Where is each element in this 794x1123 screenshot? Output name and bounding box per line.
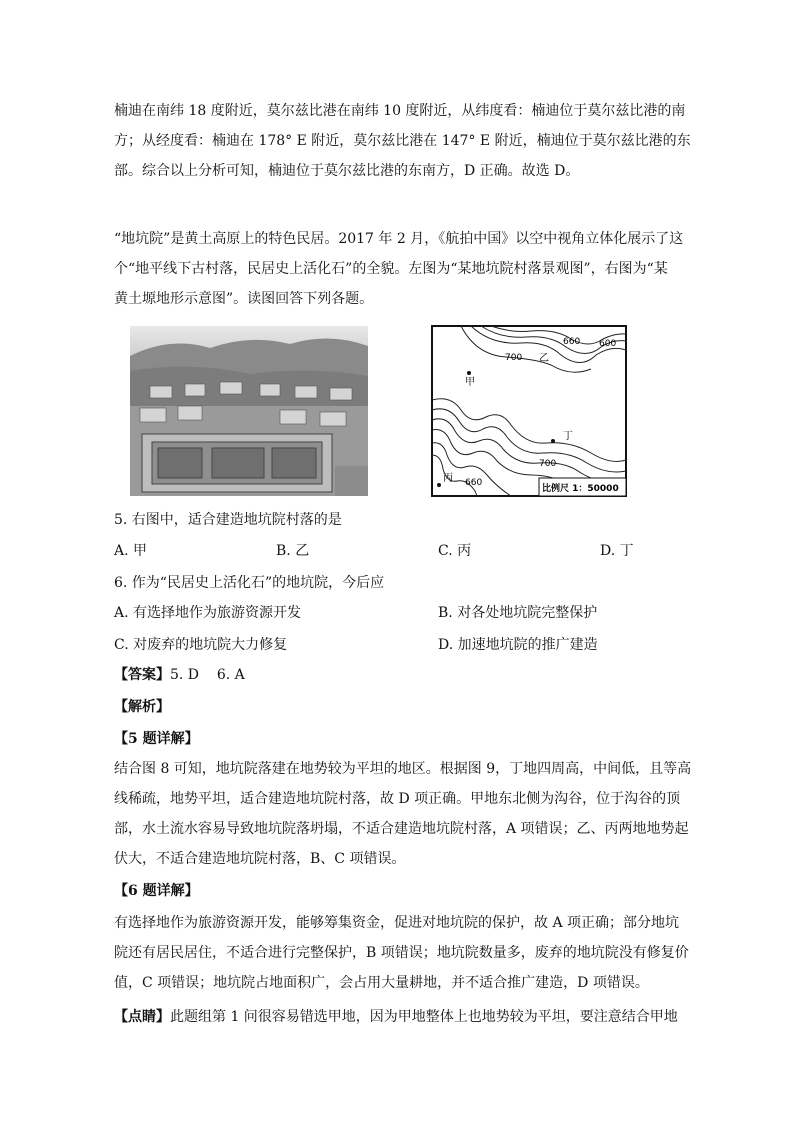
- q6-detail-line-3: 值，C 项错误；地坑院占地面积广，会占用大量耕地，并不适合推广建造，D 项错误。: [114, 975, 649, 991]
- point-label-bing: 丙: [443, 473, 453, 484]
- point-label-yi: 乙: [539, 353, 549, 364]
- q6-option-a: A. 有选择地作为旅游资源开发: [114, 605, 302, 621]
- intro-paragraph-line-2: 个“地平线下古村落，民居史上活化石”的全貌。左图为“某地坑院村落景观图”，右图为“某: [114, 261, 668, 277]
- q5-option-b: B. 乙: [276, 543, 310, 559]
- q5-detail-line-3: 部，水土流水容易导致地坑院落坍塌，不适合建造地坑院村落，A 项错误；乙、丙两地地势起: [114, 821, 689, 837]
- analysis-label: 【解析】: [114, 699, 170, 715]
- village-photo-drawing: [130, 326, 368, 496]
- q6-option-b: B. 对各处地坑院完整保护: [438, 605, 598, 621]
- point-jia-marker: [467, 371, 471, 375]
- q5-detail-line-4: 伏大，不适合建造地坑院村落，B、C 项错误。: [114, 851, 406, 867]
- point-label-ding: 丁: [563, 431, 573, 442]
- point-ding-marker: [551, 439, 555, 443]
- contour-label-660-bottom: 660: [465, 478, 483, 488]
- contour-label-700-bottom: 700: [539, 459, 557, 469]
- q5-detail-line-2: 线稀疏，地势平坦，适合建造地坑院村落，故 D 项正确。甲地东北侧为沟谷，位于沟谷的顶: [114, 791, 681, 807]
- q6-option-d: D. 加速地坑院的推广建造: [438, 637, 598, 653]
- q6-stem: 6. 作为“民居史上活化石”的地坑院，今后应: [114, 575, 385, 591]
- q6-detail-line-2: 院还有居民居住，不适合进行完整保护，B 项错误；地坑院数量多，废弃的地坑院没有修复价: [114, 945, 689, 961]
- q5-option-c: C. 丙: [438, 543, 472, 559]
- point-text: 此题组第 1 问很容易错选甲地，因为甲地整体上也地势较为平坦，要注意结合甲地: [170, 1009, 678, 1025]
- contour-map: [431, 325, 627, 497]
- q5-detail-line-1: 结合图 8 可知，地坑院落建在地势较为平坦的地区。根据图 9，丁地四周高，中间低，且等高: [114, 761, 692, 777]
- intro-paragraph-line-3: 黄土塬地形示意图”。读图回答下列各题。: [114, 291, 374, 307]
- village-photo: [130, 326, 368, 496]
- top-paragraph-line-3: 部。综合以上分析可知，楠迪位于莫尔兹比港的东南方，D 正确。故选 D。: [114, 163, 580, 179]
- intro-paragraph-line-1: “地坑院”是黄土高原上的特色民居。2017 年 2 月，《航拍中国》以空中视角立体化展示了这: [114, 231, 684, 247]
- point-line: [114, 1006, 678, 1026]
- map-scale: 比例尺 1：50000: [542, 484, 619, 494]
- top-paragraph-line-1: 楠迪在南纬 18 度附近，莫尔兹比港在南纬 10 度附近，从纬度看：楠迪位于莫尔兹比港的南: [114, 103, 686, 119]
- top-paragraph-line-2: 方；从经度看：楠迪在 178° E 附近，莫尔兹比港在 147° E 附近，楠迪位于莫尔兹比港的东: [114, 133, 691, 149]
- point-bing-marker: [437, 483, 441, 487]
- q5-stem: 5. 右图中，适合建造地坑院村落的是: [114, 512, 342, 528]
- q5-detail-label: 【5 题详解】: [114, 731, 199, 747]
- q5-option-d: D. 丁: [600, 543, 634, 559]
- answer-label: 【答案】: [114, 667, 170, 683]
- contour-label-660-top: 660: [563, 337, 581, 347]
- q6-option-c: C. 对废弃的地坑院大力修复: [114, 637, 288, 653]
- contour-map-drawing: [431, 325, 627, 497]
- q5-option-a: A. 甲: [114, 543, 148, 559]
- contour-label-700-top: 700: [505, 353, 523, 363]
- q6-detail-label: 【6 题详解】: [114, 883, 199, 899]
- point-label-jia: 甲: [465, 377, 475, 388]
- answer-text: 5. D 6. A: [170, 667, 245, 683]
- contour-label-600: 600: [599, 339, 617, 349]
- point-label: 【点睛】: [114, 1009, 170, 1025]
- answer-line: [114, 664, 245, 684]
- q6-detail-line-1: 有选择地作为旅游资源开发，能够筹集资金，促进对地坑院的保护，故 A 项正确；部分地坑: [114, 915, 680, 931]
